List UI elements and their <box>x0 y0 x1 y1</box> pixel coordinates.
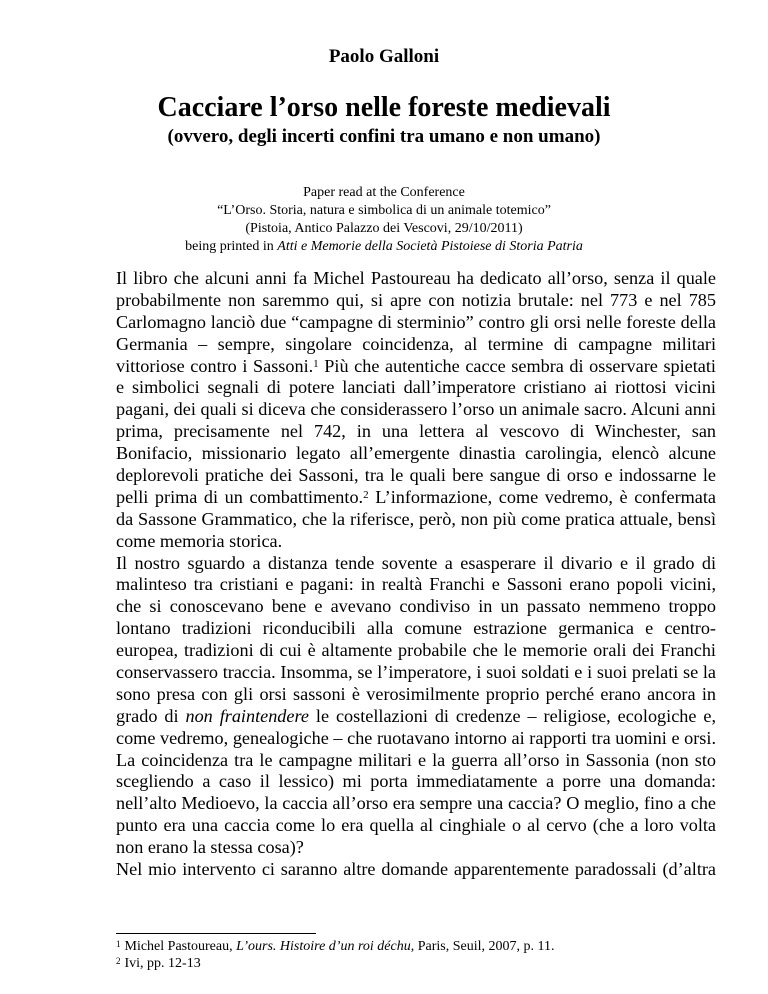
book-title: L’ours. Histoire d’un roi déchu <box>236 939 411 954</box>
conference-line: “L’Orso. Storia, natura e simbolica di un animale totemico” <box>217 203 551 218</box>
text-line: da Sassone Grammatico, che la riferisce, però, non più come pratica attuale, bensì <box>116 508 716 529</box>
text-span: le costellazioni di credenze – religiose, ecologiche e, <box>308 705 717 726</box>
paper-title: Cacciare l’orso nelle foreste medievali <box>157 92 611 123</box>
emphasis: non fraintendere <box>185 705 309 726</box>
text-line: non erano la stessa cosa)? <box>116 837 304 858</box>
text-line: europea, tradizioni di cui è altamente probabile che le memorie orali dei Franchi <box>116 640 716 661</box>
text-line: e simbolici segnali di potere lanciati dall’imperatore cristiano ai riottosi vicini <box>116 377 716 398</box>
text-span: Più che autentiche cacce sembra di osservare spietati <box>318 355 716 376</box>
text-span: vittoriose contro i Sassoni. <box>116 355 314 376</box>
text-line: La coincidenza tra le campagne militari e la guerra all’orso in Sassonia (non sto <box>116 749 716 770</box>
paper-subtitle: (ovvero, degli incerti confini tra umano e non umano) <box>167 126 601 147</box>
text-line: nell’alto Medioevo, la caccia all’orso era sempre una caccia? O meglio, fino a che <box>116 793 716 814</box>
text-line: Il nostro sguardo a distanza tende sovente a esasperare il divario e il grado di <box>116 552 716 573</box>
text-line: Bonifacio, missionario legato all’emergente dinastia carolingia, elencò alcune <box>116 443 716 464</box>
text-line: Germania – sempre, singolare coincidenza, al termine di campagne militari <box>116 333 716 354</box>
journal-title: Atti e Memorie della Società Pistoiese di Storia Patria <box>277 239 583 254</box>
text-line <box>116 706 716 728</box>
text-span: grado di <box>116 705 179 726</box>
footnote-number: 1 <box>116 939 121 949</box>
text-line: deplorevoli pratiche dei Sassoni, tra le quali bere sangue di orso e indossarne le <box>116 465 716 486</box>
body-text <box>116 268 716 881</box>
conference-line: Paper read at the Conference <box>303 185 465 200</box>
footnote-ref[interactable]: 2 <box>363 488 369 501</box>
footnote <box>116 955 736 972</box>
text-line: conservassero traccia. Insomma, se l’imperatore, i suoi soldati e i suoi prelati se la <box>116 662 716 683</box>
conference-note <box>0 184 768 256</box>
text-line: pagani, dei quali si diceva che considerassero l’orso un animale sacro. Alcuni anni <box>116 399 716 420</box>
footnote <box>116 938 736 955</box>
footnote-ref[interactable]: 1 <box>313 357 319 370</box>
conference-prefix: being printed in <box>185 239 278 254</box>
text-line: malinteso tra cristiani e pagani: in realtà Franchi e Sassoni erano popoli vicini, <box>116 574 716 595</box>
text-line: probabilmente non saremmo qui, si apre con notizia brutale: nel 773 e nel 785 <box>116 289 716 310</box>
footnote-number: 2 <box>116 956 121 966</box>
text-line <box>116 356 716 378</box>
text-line: scegliendo a caso il lessico) mi porta immediatamente a porre una domanda: <box>116 771 716 792</box>
text-line: Carlomagno lanciò due “campagne di sterminio” contro gli orsi nelle foreste della <box>116 311 716 332</box>
footnote-text: , Paris, Seuil, 2007, p. 11. <box>410 939 555 954</box>
text-line: sono presa con gli orsi sassoni è verosimilmente proprio perché erano ancora in <box>116 683 716 704</box>
text-line: Il libro che alcuni anni fa Michel Pastoureau ha dedicato all’orso, senza il quale <box>116 268 716 288</box>
text-line: lontano tradizioni riconducibili alla comune estrazione germanica e centro- <box>116 618 716 639</box>
text-line: Nel mio intervento ci saranno altre domande apparentemente paradossali (d’altra <box>116 859 716 880</box>
conference-line <box>0 238 768 256</box>
footnote-divider <box>116 933 316 934</box>
text-line: punto era una caccia come lo era quella al cinghiale o al cervo (che a loro volta <box>116 815 716 836</box>
text-line <box>116 487 716 509</box>
conference-line: (Pistoia, Antico Palazzo dei Vescovi, 29/10/2011) <box>245 221 523 236</box>
text-line: come vedremo, genealogiche – che ruotavano intorno ai rapporti tra uomini e orsi. <box>116 727 716 748</box>
footnote-text: Michel Pastoureau, <box>124 939 237 954</box>
text-line: come memoria storica. <box>116 530 283 551</box>
text-span: L’informazione, come vedremo, è confermata <box>368 486 716 507</box>
text-line: che si conoscevano bene e avevano condiviso in un passato nemmeno troppo <box>116 596 716 617</box>
text-span: pelli prima di un combattimento. <box>116 486 364 507</box>
author-name: Paolo Galloni <box>328 46 440 67</box>
text-line: prima, precisamente nel 742, in una lettera al vescovo di Winchester, san <box>116 421 716 442</box>
footnote-text: Ivi, pp. 12-13 <box>124 956 201 971</box>
footnotes <box>116 938 736 972</box>
